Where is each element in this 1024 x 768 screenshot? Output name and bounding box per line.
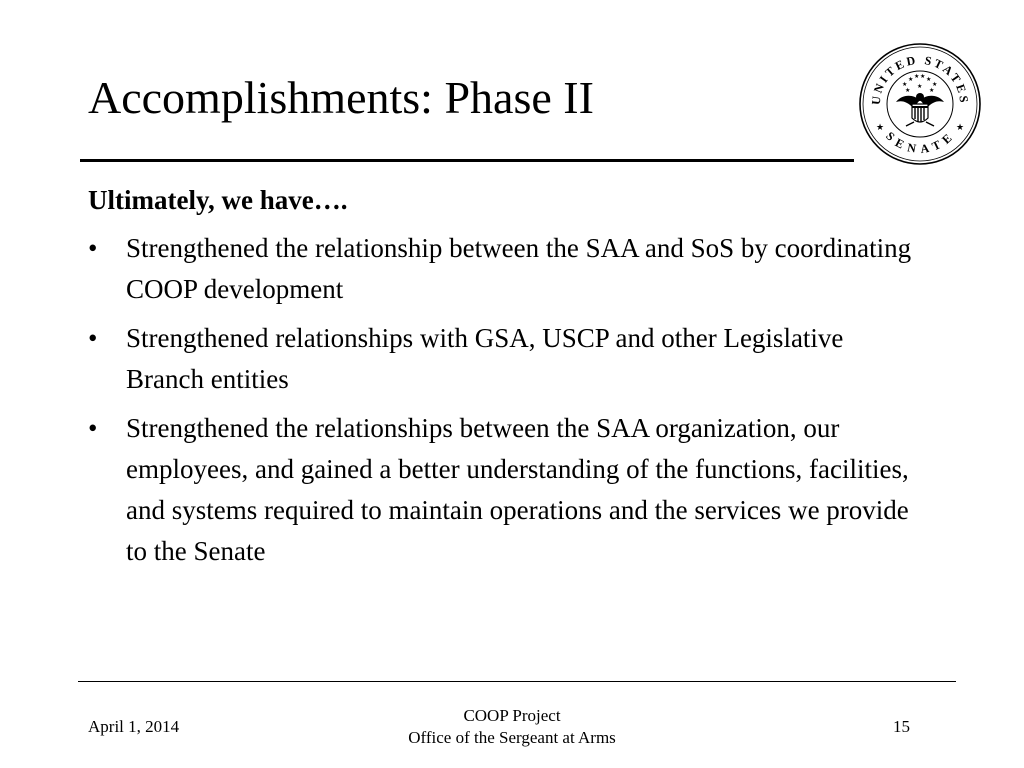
svg-text:UNITED STATES: UNITED STATES xyxy=(868,52,972,106)
svg-text:SENATE: SENATE xyxy=(883,128,957,157)
footer-center xyxy=(360,705,664,749)
intro-heading: Ultimately, we have…. xyxy=(88,185,348,215)
senate-seal-icon xyxy=(858,42,982,166)
svg-text:★: ★ xyxy=(902,81,908,88)
svg-text:★: ★ xyxy=(956,123,965,133)
bullet-item xyxy=(88,318,918,400)
bullet-item xyxy=(88,408,918,572)
page-number: 15 xyxy=(893,717,910,736)
bullet-item xyxy=(88,228,918,310)
svg-text:★: ★ xyxy=(914,73,920,80)
svg-text:★: ★ xyxy=(917,83,923,90)
footer-project: COOP Project xyxy=(463,706,561,725)
svg-text:★: ★ xyxy=(905,87,911,94)
bullet-icon: • xyxy=(88,323,98,353)
bullet-text: Strengthened the relationship between the SAA and SoS by coordinating COOP development xyxy=(126,233,912,304)
footer-office: Office of the Sergeant at Arms xyxy=(408,728,616,747)
slide-title: Accomplishments: Phase II xyxy=(88,72,594,123)
footer-date: April 1, 2014 xyxy=(88,717,180,736)
svg-text:★: ★ xyxy=(929,87,935,94)
svg-text:★: ★ xyxy=(908,76,914,83)
svg-text:★: ★ xyxy=(920,73,926,80)
bullet-text: Strengthened relationships with GSA, USCP and other Legislative Branch entities xyxy=(126,323,844,394)
title-divider xyxy=(80,159,854,162)
svg-text:★: ★ xyxy=(876,123,885,133)
footer-divider xyxy=(78,681,956,682)
bullet-text: Strengthened the relationships between the SAA organization, our employees, and gained a better understanding of the functions, facilities, and systems required to maintain operations and the services we provide to the Senate xyxy=(126,413,909,566)
svg-text:★: ★ xyxy=(932,81,938,88)
bullet-list xyxy=(88,228,918,580)
svg-text:★: ★ xyxy=(926,76,932,83)
bullet-icon: • xyxy=(88,233,98,263)
bullet-icon: • xyxy=(88,413,98,443)
